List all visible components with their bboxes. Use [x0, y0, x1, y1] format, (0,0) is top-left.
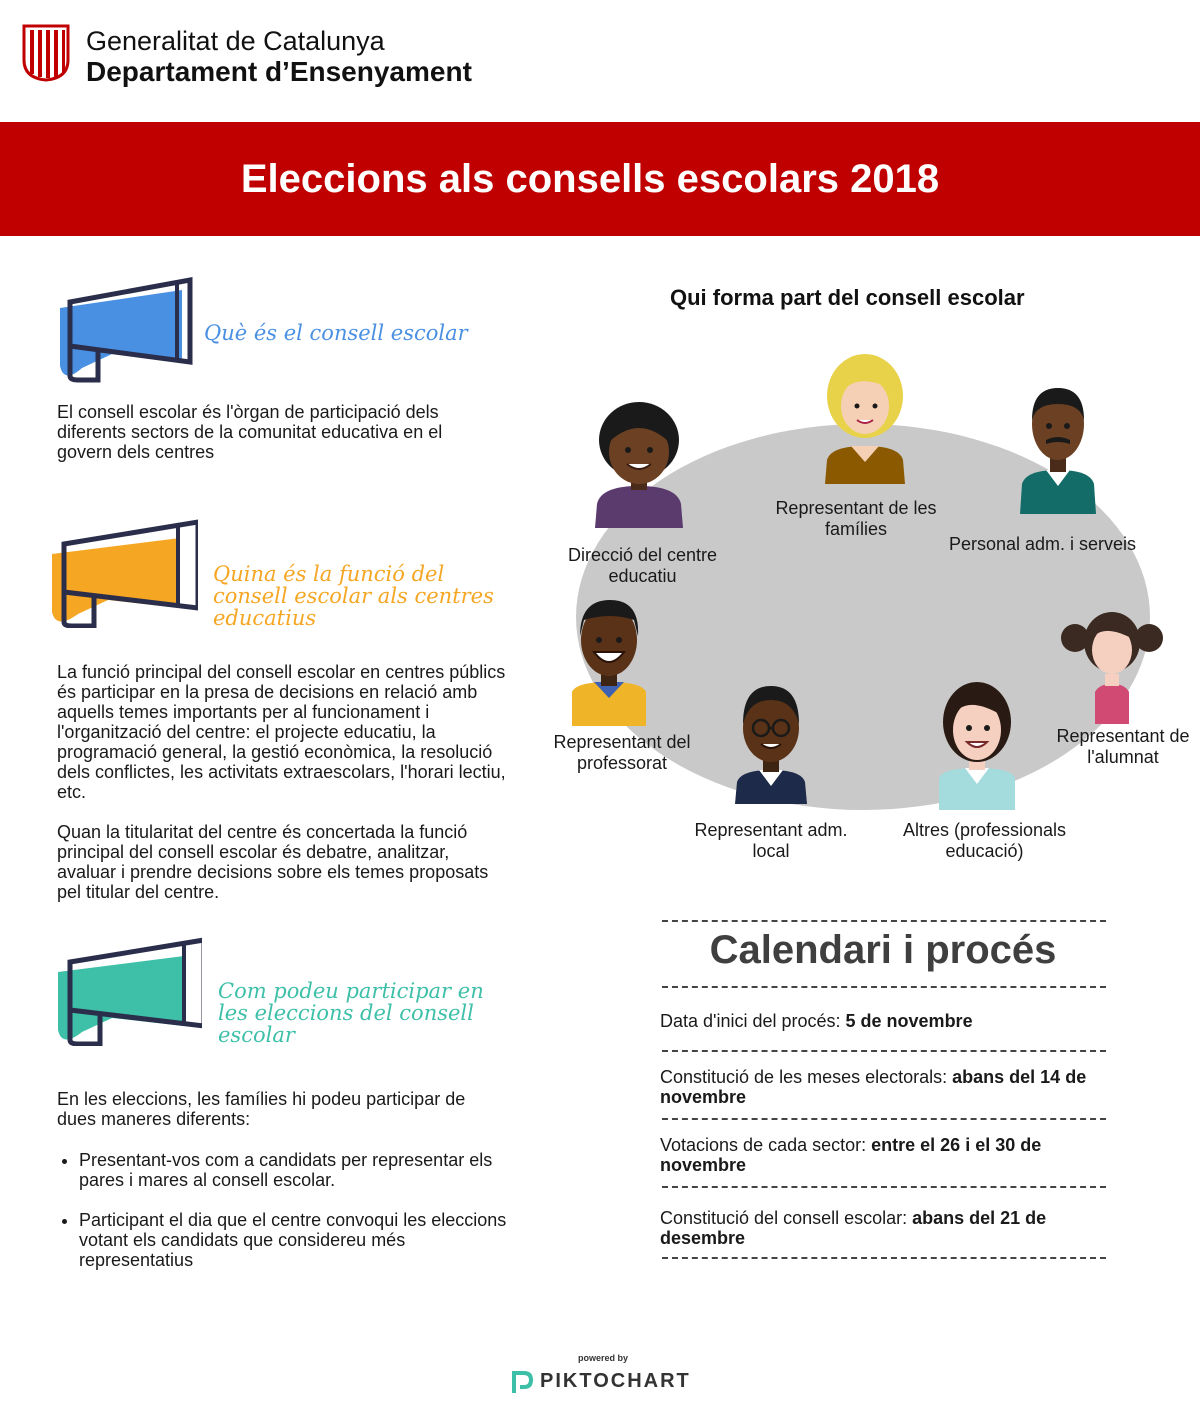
girl-student-icon	[1059, 612, 1165, 724]
section-title-participate: Com podeu participar en les eleccions del consell escolar	[218, 979, 484, 1047]
calendar-item	[660, 1208, 1110, 1248]
divider	[662, 1118, 1106, 1120]
calendar-item-label: Constitució del consell escolar:	[660, 1208, 913, 1228]
powered-by-text: powered by	[577, 1353, 628, 1363]
calendar-item-value: entre el 26 i el 30 de novembre	[660, 1135, 1042, 1175]
piktochart-brand[interactable]: PIKTOCHART	[540, 1370, 691, 1392]
page-title: Eleccions als consells escolars 2018	[240, 157, 940, 201]
calendar-item-value: 5 de novembre	[845, 1011, 973, 1031]
divider	[662, 986, 1106, 988]
participation-list	[57, 1150, 524, 1290]
calendar-title: Calendari i procés	[709, 928, 1057, 972]
member-label: Representant de l'alumnat	[1056, 726, 1190, 767]
woman-director-icon	[587, 400, 691, 528]
man-mustache-icon	[1016, 382, 1100, 514]
calendar-item	[660, 1067, 1110, 1107]
list-item: • Presentant-vos com a candidats per representar els pares i mares al consell escolar.	[79, 1150, 524, 1190]
calendar-item	[660, 1135, 1110, 1175]
divider	[662, 1186, 1106, 1188]
calendar-item-value: abans del 21 de desembre	[660, 1208, 1047, 1248]
council-title: Qui forma part del consell escolar	[670, 285, 1025, 310]
woman-professional-icon	[937, 680, 1017, 810]
divider	[662, 1257, 1106, 1259]
section-title-function: Quina és la funció del consell escolar als centres educatius	[213, 562, 494, 630]
calendar-item-label: Votacions de cada sector:	[660, 1135, 872, 1155]
member-label: Representant del professorat	[553, 732, 691, 773]
member-label: Representant de les famílies	[775, 498, 937, 539]
member-label: Personal adm. i serveis	[948, 534, 1137, 554]
man-teacher-icon	[570, 596, 648, 726]
megaphone-icon	[48, 518, 198, 628]
section-text-function-2: Quan la titularitat del centre és concertada la funció principal del consell escolar és debatre, analitzar, avaluar i prendre decisions sobre els temes proposats pel titular del centre.	[57, 822, 489, 902]
megaphone-icon	[52, 276, 202, 386]
department-name: Departament d’Ensenyament	[86, 56, 472, 87]
divider	[662, 920, 1106, 922]
calendar-item	[660, 1011, 1110, 1031]
section-title-what: Què és el consell escolar	[204, 321, 468, 345]
member-label: Altres (professionals educació)	[902, 820, 1067, 861]
section-text-function-1: La funció principal del consell escolar en centres públics és participar en la presa de decisions en relació amb aquells temes importants per al funcionament i l'organització del centre: el projecte educatiu, la programació general, la gestió econòmica, la resolució dels conflictes, les activitats extraescolars, l'horari lectiu, etc.	[57, 662, 506, 802]
woman-glasses-icon	[733, 682, 809, 804]
list-item: • Participant el dia que el centre convoqui les eleccions votant els candidats que considereu més representatius	[79, 1210, 524, 1270]
member-label: Direcció del centre educatiu	[567, 545, 718, 586]
piktochart-logo-icon	[511, 1369, 533, 1395]
calendar-item-label: Data d'inici del procés:	[660, 1011, 846, 1031]
org-name: Generalitat de Catalunya	[86, 26, 385, 56]
megaphone-icon	[52, 936, 202, 1046]
member-label: Representant adm. local	[694, 820, 848, 861]
calendar-item-value: abans del 14 de novembre	[660, 1067, 1087, 1107]
generalitat-logo-icon	[22, 24, 70, 82]
divider	[662, 1050, 1106, 1052]
calendar-item-label: Constitució de les meses electorals:	[660, 1067, 953, 1087]
section-text-what: El consell escolar és l'òrgan de participació dels diferents sectors de la comunitat educativa en el govern dels centres	[57, 402, 443, 462]
section-text-participate: En les eleccions, les famílies hi podeu participar de dues maneres diferents:	[57, 1089, 466, 1129]
blonde-woman-icon	[815, 352, 915, 484]
